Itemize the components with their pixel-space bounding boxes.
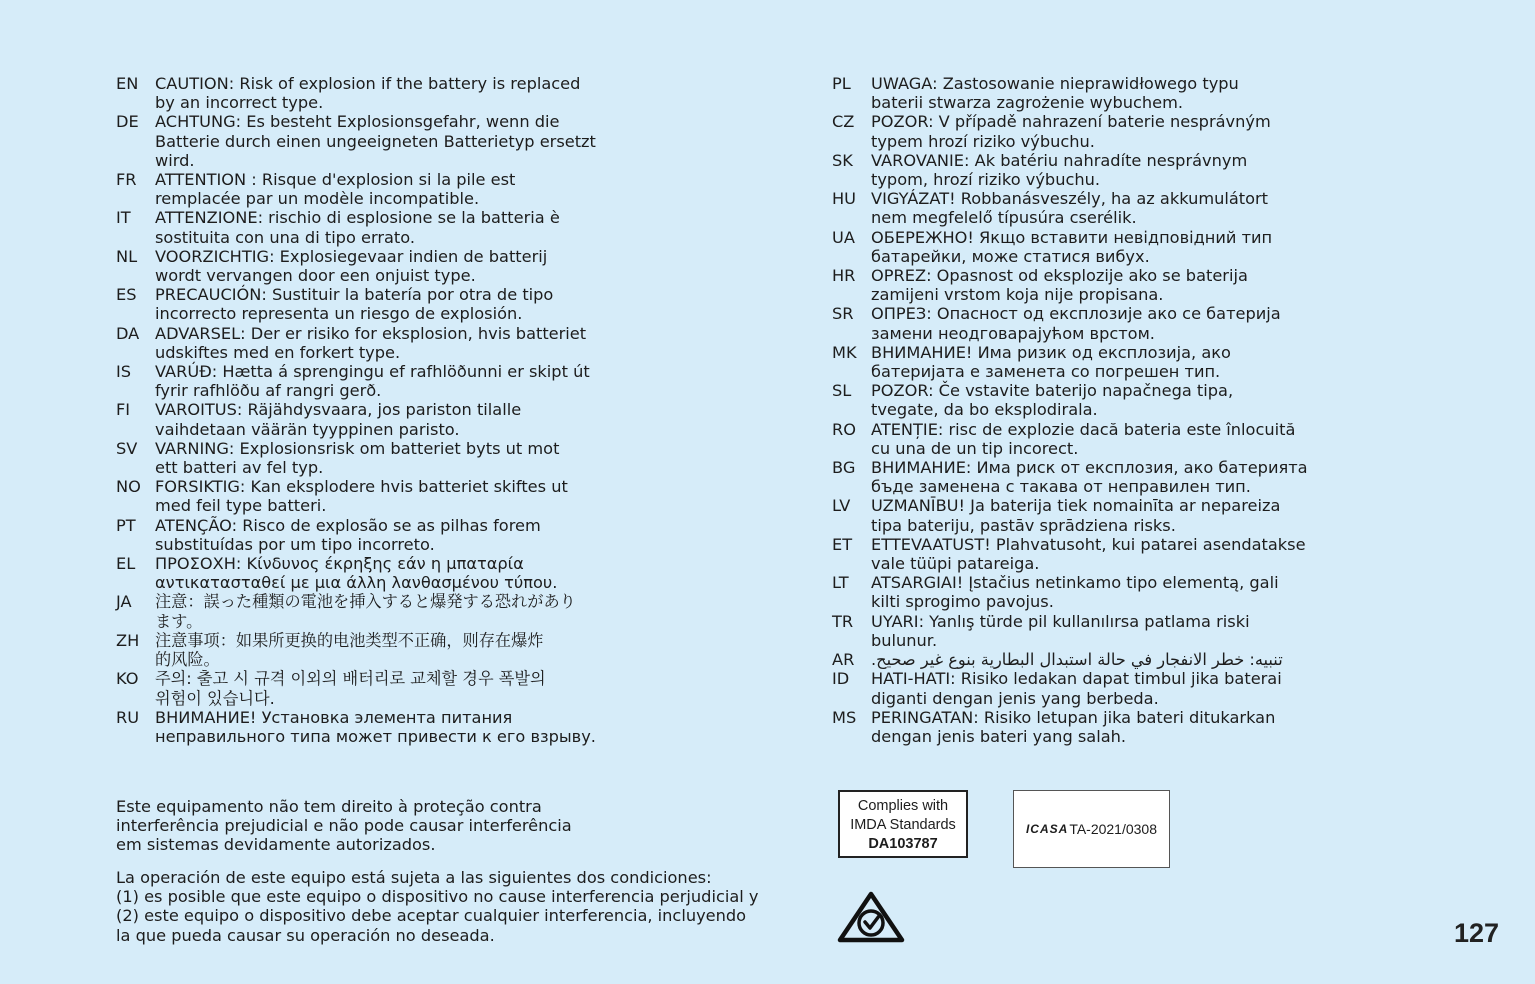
warning-text: ΠΡΟΣΟΧΗ: Κίνδυνος έκρηξης εάν η μπαταρία αντικατασταθεί με μια άλλη λανθασμένου τύπου. bbox=[155, 554, 558, 593]
icasa-logo: ICASA bbox=[1025, 822, 1069, 836]
warning-text: ETTEVAATUST! Plahvatusoht, kui patarei asendatakse vale tüüpi patareiga. bbox=[871, 534, 1306, 574]
language-code: LT bbox=[832, 573, 849, 593]
warning-entry-mk bbox=[832, 343, 1522, 381]
warning-entry-zh bbox=[116, 631, 806, 669]
warning-entry-ms bbox=[832, 708, 1522, 746]
warning-text: ADVARSEL: Der er risiko for eksplosion, hvis batteriet udskiftes med en forkert type. bbox=[155, 323, 587, 362]
pt-interference-notice: Este equipamento não tem direito à proteção contra interferência prejudicial e não pode causar interferência em sistemas devidamente autorizados. bbox=[116, 797, 572, 855]
warning-entry-de bbox=[116, 112, 806, 170]
warning-text: PRECAUCIÓN: Sustituir la batería por otra de tipo incorrecto representa un riesgo de explosión. bbox=[155, 285, 554, 324]
warning-text: POZOR: V případě nahrazení baterie nesprávným typem hrozí riziko výbuchu. bbox=[871, 112, 1271, 151]
warning-entry-it bbox=[116, 208, 806, 246]
warning-entry-bg bbox=[832, 458, 1522, 496]
warning-entry-cz bbox=[832, 112, 1522, 150]
left-warnings-column bbox=[116, 74, 806, 746]
language-code: RU bbox=[116, 707, 140, 727]
warning-entry-is bbox=[116, 362, 806, 400]
language-code: FI bbox=[116, 400, 131, 420]
es-operation-conditions: La operación de este equipo está sujeta a las siguientes dos condiciones: (1) es posible que este equipo o dispositivo no cause interferencia perjudicial y (2) este equipo o dispositivo debe aceptar cualquier interferencia, incluyendo la que pueda causar su operación no deseada. bbox=[116, 868, 759, 945]
icasa-code: TA-2021/0308 bbox=[1069, 821, 1158, 837]
icasa-label bbox=[1013, 790, 1170, 868]
language-code: AR bbox=[832, 650, 855, 670]
warning-entry-es bbox=[116, 285, 806, 323]
warning-text: VAROVANIE: Ak batériu nahradíte nesprávnym typom, hrozí riziko výbuchu. bbox=[871, 150, 1248, 190]
imda-line2: IMDA Standards bbox=[850, 817, 956, 833]
language-code: PT bbox=[116, 515, 136, 535]
warning-text: ACHTUNG: Es besteht Explosionsgefahr, wenn die Batterie durch einen ungeeigneten Batterietyp ersetzt wird. bbox=[155, 112, 596, 170]
language-code: ET bbox=[832, 534, 853, 554]
warning-entry-ar bbox=[832, 650, 1522, 669]
warning-entry-lv bbox=[832, 496, 1522, 534]
language-code: SK bbox=[832, 150, 853, 170]
warning-text: VIGYÁZAT! Robbanásveszély, ha az akkumulátort nem megfelelő típusúra cserélik. bbox=[871, 189, 1269, 228]
language-code: NO bbox=[116, 477, 141, 497]
warning-entry-lt bbox=[832, 573, 1522, 611]
language-code: NL bbox=[116, 246, 138, 266]
language-code: ZH bbox=[116, 630, 140, 650]
language-code: SV bbox=[116, 438, 138, 458]
warning-entry-et bbox=[832, 535, 1522, 573]
page-number: 127 bbox=[1454, 918, 1500, 948]
language-code: SR bbox=[832, 304, 854, 324]
imda-line1: Complies with bbox=[857, 798, 949, 814]
warning-text: HATI-HATI: Risiko ledakan dapat timbul jika baterai diganti dengan jenis yang berbeda. bbox=[871, 669, 1282, 708]
warning-text: ВНИМАНИЕ! Има ризик од експлозија, ако батеријата е заменета со погрешен тип. bbox=[871, 342, 1231, 382]
warning-entry-tr bbox=[832, 612, 1522, 650]
warning-entry-fr bbox=[116, 170, 806, 208]
imda-code: DA103787 bbox=[868, 836, 938, 852]
warning-text: VARNING: Explosionsrisk om batteriet byts ut mot ett batteri av fel typ. bbox=[155, 438, 560, 478]
language-code: PL bbox=[832, 74, 851, 93]
warning-entry-ua bbox=[832, 228, 1522, 266]
language-code: TR bbox=[832, 611, 854, 631]
warning-text: 주의: 출고 시 규격 이외의 배터리로 교체할 경우 폭발의 위험이 있습니다. bbox=[155, 669, 546, 708]
warning-text: ATSARGIAI! Įstačius netinkamo tipo elementą, gali kilti sprogimo pavojus. bbox=[871, 573, 1279, 612]
warning-entry-da bbox=[116, 324, 806, 362]
warning-entry-en bbox=[116, 74, 806, 112]
warning-entry-sl bbox=[832, 381, 1522, 419]
warning-entry-hr bbox=[832, 266, 1522, 304]
warning-text: VOORZICHTIG: Explosiegevaar indien de batterij wordt vervangen door een onjuist type. bbox=[155, 246, 548, 286]
warning-text: UWAGA: Zastosowanie nieprawidłowego typu baterii stwarza zagrożenie wybuchem. bbox=[871, 74, 1239, 113]
right-warnings-column bbox=[832, 74, 1522, 746]
warning-text: ATENȚIE: risc de explozie dacă bateria este înlocuită cu una de un tip incorect. bbox=[871, 419, 1296, 458]
language-code: BG bbox=[832, 458, 856, 478]
warning-entry-fi bbox=[116, 400, 806, 438]
warning-entry-pt bbox=[116, 516, 806, 554]
language-code: JA bbox=[116, 592, 132, 612]
language-code: ID bbox=[832, 669, 850, 689]
warning-text: VARÚÐ: Hætta á sprengingu ef rafhlöðunni er skipt út fyrir rafhlöðu af rangri gerð. bbox=[155, 362, 590, 401]
warning-text: ОБЕРЕЖНО! Якщо вставити невідповідний тип батарейки, може статися вибух. bbox=[871, 227, 1273, 266]
warning-entry-sk bbox=[832, 151, 1522, 189]
warning-text: POZOR: Če vstavite baterijo napačnega tipa, tvegate, da bo eksplodirala. bbox=[871, 381, 1234, 420]
warning-text: ATTENZIONE: rischio di esplosione se la batteria è sostituita con una di tipo errato. bbox=[155, 208, 560, 247]
language-code: SL bbox=[832, 381, 852, 401]
warning-text: FORSIKTIG: Kan eksplodere hvis batteriet skiftes ut med feil type batteri. bbox=[155, 477, 568, 516]
warning-text: تنبيه: خطر الانفجار في حالة استبدال البطارية بنوع غير صحيح. bbox=[871, 650, 1283, 670]
language-code: DE bbox=[116, 112, 139, 132]
warning-text: ATTENTION : Risque d'explosion si la pile est remplacée par un modèle incompatible. bbox=[155, 170, 516, 209]
warning-text: ATENÇÃO: Risco de explosão se as pilhas forem substituídas por um tipo incorreto. bbox=[155, 515, 541, 554]
language-code: IT bbox=[116, 208, 131, 228]
warning-entry-nl bbox=[116, 247, 806, 285]
warning-entry-ru bbox=[116, 708, 806, 746]
language-code: UA bbox=[832, 227, 855, 247]
language-code: FR bbox=[116, 170, 137, 190]
warning-entry-ja bbox=[116, 592, 806, 630]
warning-entry-sr bbox=[832, 304, 1522, 342]
warning-text: VAROITUS: Räjähdysvaara, jos pariston tilalle vaihdetaan väärän tyyppinen paristo. bbox=[155, 400, 522, 439]
language-code: HU bbox=[832, 189, 857, 209]
language-code: MK bbox=[832, 342, 857, 362]
warning-text: 注意事项：如果所更换的电池类型不正确，则存在爆炸 的风险。 bbox=[155, 630, 544, 670]
language-code: HR bbox=[832, 266, 856, 286]
warning-entry-ro bbox=[832, 420, 1522, 458]
warning-text: ВНИМАНИЕ! Установка элемента питания неправильного типа может привести к его взрыву. bbox=[155, 707, 596, 746]
warning-text: ОПРЕЗ: Опасност од експлозије ако се батерија замени неодговарајућом врстом. bbox=[871, 304, 1281, 343]
language-code: DA bbox=[116, 323, 140, 343]
rcm-mark-icon bbox=[837, 891, 905, 943]
warning-text: OPREZ: Opasnost od eksplozije ako se baterija zamijeni vrstom koja nije propisana. bbox=[871, 266, 1248, 305]
imda-compliance-label bbox=[838, 790, 968, 858]
language-code: EL bbox=[116, 554, 136, 574]
warning-entry-ko bbox=[116, 669, 806, 707]
warning-entry-id bbox=[832, 669, 1522, 707]
language-code: CZ bbox=[832, 112, 855, 132]
warning-entry-sv bbox=[116, 439, 806, 477]
language-code: LV bbox=[832, 496, 851, 516]
warning-entry-no bbox=[116, 477, 806, 515]
warning-entry-el bbox=[116, 554, 806, 592]
language-code: EN bbox=[116, 74, 139, 93]
language-code: KO bbox=[116, 669, 139, 689]
warning-text: PERINGATAN: Risiko letupan jika bateri ditukarkan dengan jenis bateri yang salah. bbox=[871, 707, 1276, 746]
warning-text: CAUTION: Risk of explosion if the battery is replaced by an incorrect type. bbox=[155, 74, 581, 113]
language-code: IS bbox=[116, 362, 132, 382]
warning-text: UYARI: Yanlış türde pil kullanılırsa patlama riski bulunur. bbox=[871, 611, 1250, 650]
warning-entry-hu bbox=[832, 189, 1522, 227]
language-code: RO bbox=[832, 419, 856, 439]
warning-text: 注意：誤った種類の電池を挿入すると爆発する恐れがあり ます。 bbox=[155, 592, 576, 631]
warning-text: UZMANĪBU! Ja baterija tiek nomainīta ar nepareiza tipa bateriju, pastāv sprādziena risks. bbox=[871, 496, 1281, 535]
warning-text: ВНИМАНИЕ: Има риск от експлозия, ако батерията бъде заменена с такава от неправилен тип. bbox=[871, 458, 1308, 497]
warning-entry-pl bbox=[832, 74, 1522, 112]
language-code: MS bbox=[832, 707, 857, 727]
language-code: ES bbox=[116, 285, 137, 305]
